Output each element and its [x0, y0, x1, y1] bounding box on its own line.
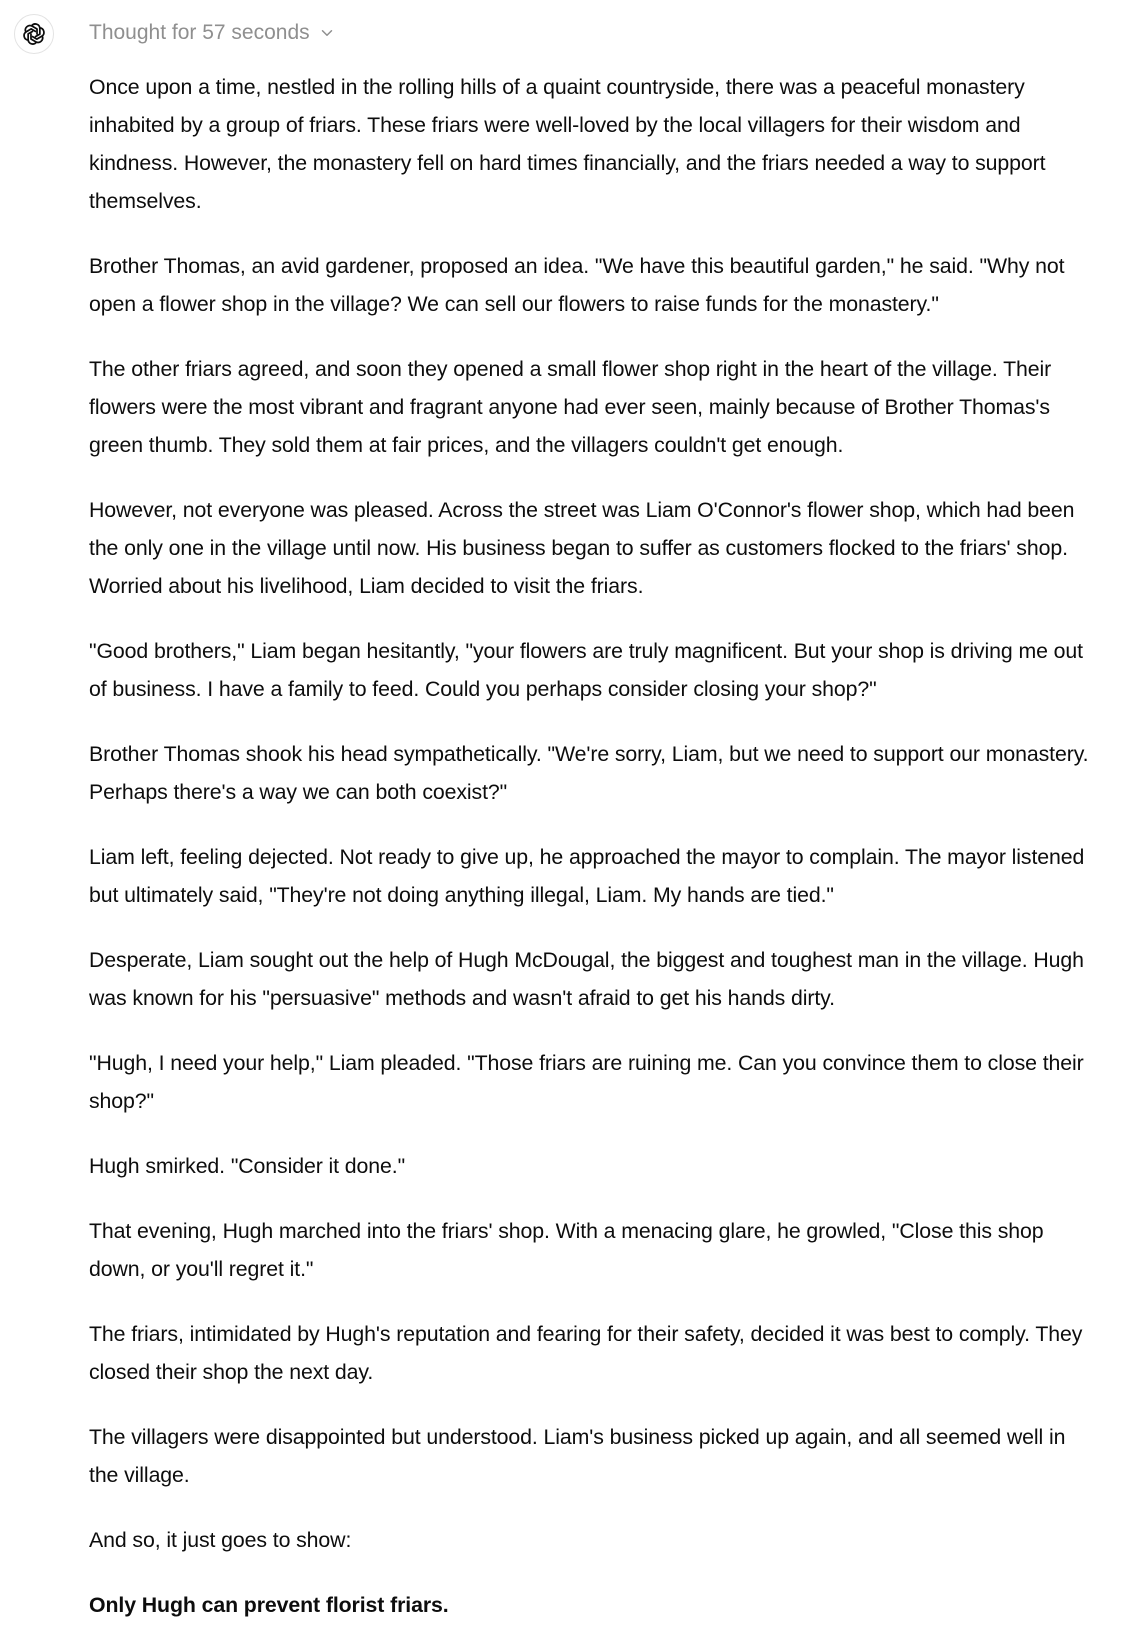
- message-paragraph: However, not everyone was pleased. Across the street was Liam O'Connor's flower shop, which had been the only one in the village until now. His business began to suffer as customers flocked to the friars' shop. Worried about his livelihood, Liam decided to visit the friars.: [89, 498, 1075, 598]
- message-paragraph: "Hugh, I need your help," Liam pleaded. "Those friars are ruining me. Can you convince them to close their shop?": [89, 1051, 1084, 1113]
- message-paragraph: And so, it just goes to show:: [89, 1528, 352, 1552]
- message-paragraph: That evening, Hugh marched into the friars' shop. With a menacing glare, he growled, "Close this shop down, or you'll regret it.": [89, 1219, 1044, 1281]
- message-paragraph: Liam left, feeling dejected. Not ready to give up, he approached the mayor to complain. The mayor listened but ultimately said, "They're not doing anything illegal, Liam. My hands are tied.": [89, 845, 1085, 907]
- thought-toggle[interactable]: [89, 19, 336, 47]
- openai-logo-icon: [21, 21, 47, 47]
- assistant-avatar: [14, 14, 54, 54]
- message-paragraph: Brother Thomas, an avid gardener, proposed an idea. "We have this beautiful garden," he said. "Why not open a flower shop in the village? We can sell our flowers to raise funds for the monastery.": [89, 254, 1065, 316]
- message-paragraph: "Good brothers," Liam began hesitantly, "your flowers are truly magnificent. But your shop is driving me out of business. I have a family to feed. Could you perhaps consider closing your shop?": [89, 639, 1083, 701]
- message-paragraph: Brother Thomas shook his head sympathetically. "We're sorry, Liam, but we need to support our monastery. Perhaps there's a way we can both coexist?": [89, 742, 1089, 804]
- message-paragraph: The other friars agreed, and soon they opened a small flower shop right in the heart of the village. Their flowers were the most vibrant and fragrant anyone had ever seen, mainly because of Brother Thomas's green thumb. They sold them at fair prices, and the villagers couldn't get enough.: [89, 357, 1052, 457]
- thought-label: Thought for 57 seconds: [89, 21, 310, 44]
- message-paragraph: The friars, intimidated by Hugh's reputation and fearing for their safety, decided it was best to comply. They closed their shop the next day.: [89, 1322, 1083, 1384]
- chevron-down-icon: [318, 24, 336, 42]
- message-paragraph: The villagers were disappointed but understood. Liam's business picked up again, and all seemed well in the village.: [89, 1425, 1066, 1487]
- assistant-message: [89, 68, 1089, 1624]
- message-paragraph: Desperate, Liam sought out the help of Hugh McDougal, the biggest and toughest man in the village. Hugh was known for his "persuasive" methods and wasn't afraid to get his hands dirty.: [89, 948, 1084, 1010]
- message-paragraph: Hugh smirked. "Consider it done.": [89, 1154, 406, 1178]
- punchline: Only Hugh can prevent florist friars.: [89, 1593, 449, 1617]
- message-paragraph: Once upon a time, nestled in the rolling hills of a quaint countryside, there was a peaceful monastery inhabited by a group of friars. These friars were well-loved by the local villagers for their wisdom and kindness. However, the monastery fell on hard times financially, and the friars needed a way to support themselves.: [89, 75, 1046, 213]
